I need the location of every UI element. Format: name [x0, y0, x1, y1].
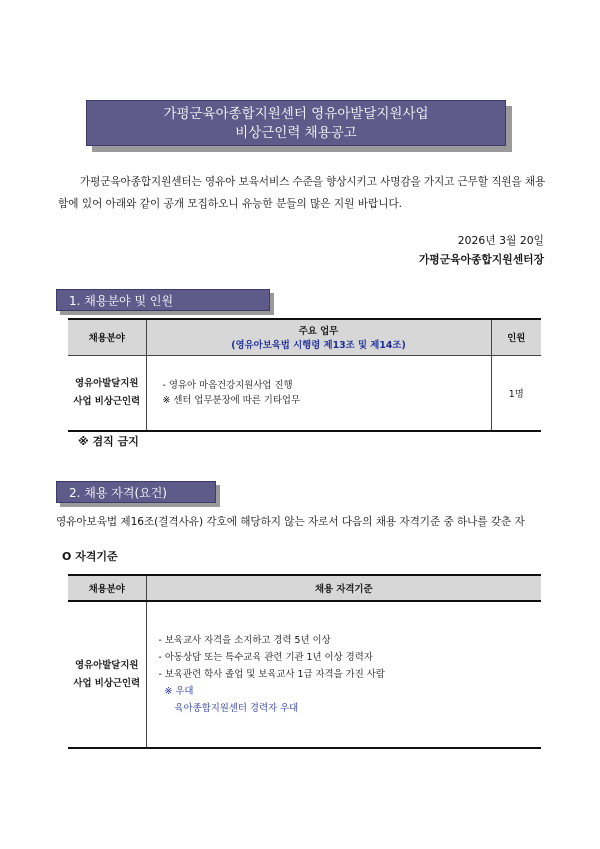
col-header-field: 채용분야 — [68, 319, 146, 355]
field-line-2: 사업 비상근인력 — [73, 395, 141, 407]
criteria-item: - 보육관련 학사 졸업 및 보육교사 1급 자격을 가진 사람 — [158, 669, 385, 680]
no-dual-employment-note: ※ 겸직 금지 — [78, 435, 139, 448]
section1-header: 1. 채용분야 및 인원 — [56, 289, 270, 311]
intro-paragraph — [58, 171, 544, 215]
section2-header: 2. 채용 자격(요건) — [56, 481, 216, 503]
intro-line-1: 가평군육아종합지원센터는 영유아 보육서비스 수준을 향상시키고 사명감을 가지고 근무할 직원을 채용 — [80, 176, 546, 188]
field-cell — [68, 601, 146, 748]
field-line-2: 사업 비상근인력 — [73, 677, 141, 689]
col-header-criteria: 채용 자격기준 — [146, 575, 541, 601]
col-header-duties-line1: 주요 업무 — [298, 326, 339, 338]
table-row — [68, 355, 541, 431]
col-header-count: 인원 — [491, 319, 541, 355]
col-header-duties — [146, 319, 491, 355]
col-header-duties-line2: (영유아보육법 시행령 제13조 및 제14조) — [231, 340, 406, 352]
col-header-field: 채용분야 — [68, 575, 146, 601]
title-line-2: 비상근인력 채용공고 — [235, 125, 357, 141]
criteria-item: - 아동상담 또는 특수교육 관련 기관 1년 이상 경력자 — [158, 652, 373, 663]
criteria-item: - 보육교사 자격을 소지하고 경력 5년 이상 — [158, 635, 331, 646]
field-line-1: 영유아발달지원 — [75, 659, 139, 671]
table-row — [68, 601, 541, 748]
title-line-1: 가평군육아종합지원센터 영유아발달지원사업 — [163, 106, 429, 122]
count-cell: 1명 — [491, 355, 541, 431]
qualification-statement: 영유아보육법 제16조(결격사유) 각호에 해당하지 않는 자로서 다음의 채용 자격기준 중 하나를 갖춘 자 — [56, 516, 525, 528]
preference-label: ※ 우대 — [164, 686, 194, 697]
intro-line-2: 함에 있어 아래와 같이 공개 모집하오니 유능한 분들의 많은 지원 바랍니다. — [58, 198, 403, 210]
title-banner — [86, 100, 506, 146]
signer: 가평군육아종합지원센터장 — [418, 253, 544, 266]
field-line-1: 영유아발달지원 — [75, 377, 139, 389]
announcement-date: 2026년 3월 20일 — [457, 234, 544, 247]
duty-item: ※ 센터 업무분장에 따른 기타업무 — [162, 394, 301, 406]
field-cell — [68, 355, 146, 431]
duty-item: - 영유아 마음건강지원사업 진행 — [162, 379, 293, 391]
positions-table — [68, 318, 541, 432]
duties-cell — [146, 355, 491, 431]
criteria-cell — [146, 601, 541, 748]
preference-text: 육아종합지원센터 경력자 우대 — [174, 703, 299, 714]
criteria-table — [68, 574, 541, 749]
criteria-subtitle: O 자격기준 — [62, 550, 118, 563]
